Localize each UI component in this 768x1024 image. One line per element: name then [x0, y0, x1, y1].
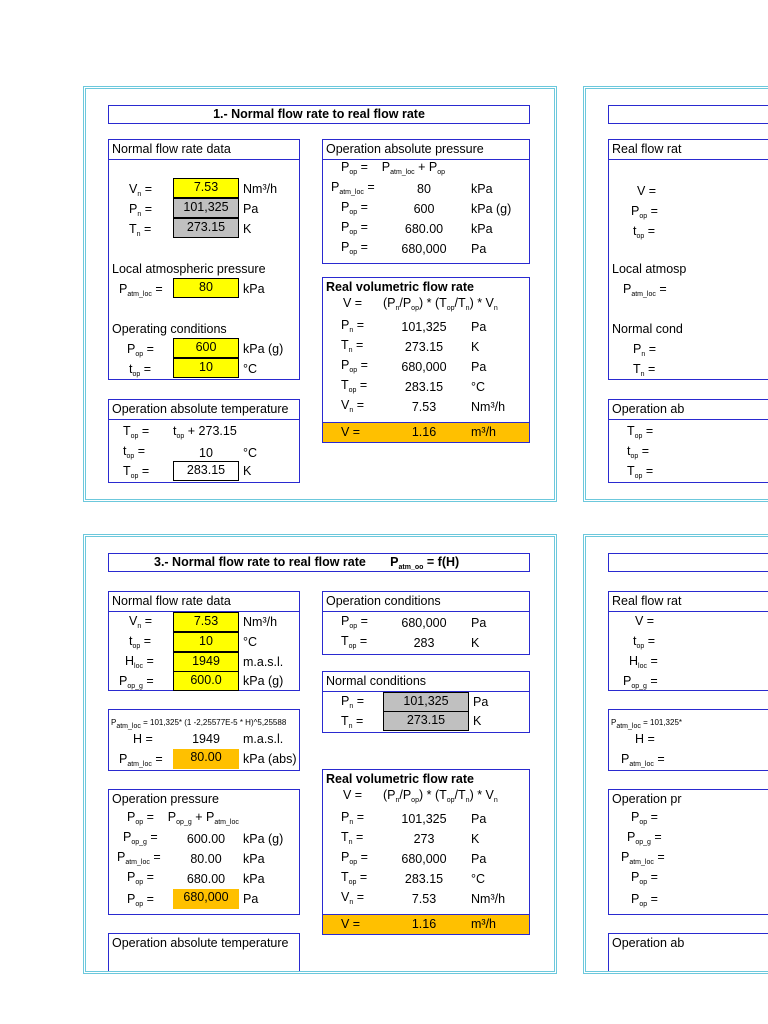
pn-value: 101,325 — [401, 320, 447, 334]
top-unit: °C — [471, 380, 486, 394]
result-row — [323, 914, 529, 934]
Top-label: $T_{op}$ = — [123, 424, 150, 440]
tn-label: $T_n$ = — [129, 222, 152, 238]
Top-label-2: $T_{op}$ = — [123, 464, 150, 480]
popg-unit: kPa (g) — [243, 674, 284, 688]
hloc-label: $H_{loc}$ = — [629, 654, 658, 670]
hloc-unit: m.a.s.l. — [243, 655, 284, 669]
box-header: Real volumetric flow rate — [326, 772, 474, 786]
tn-unit: K — [473, 714, 482, 728]
box-header: Operation conditions — [326, 594, 441, 608]
vn-value: 7.53 — [411, 892, 437, 906]
pn-label: $P_n$ = — [633, 342, 657, 358]
section-title: 1.- Normal flow rate to real flow rate — [213, 107, 425, 121]
tn-label: $T_n$ = — [633, 362, 656, 378]
vn-value: 7.53 — [411, 400, 437, 414]
patm-label: $P_{atm\_loc}$ = — [119, 282, 163, 298]
vn-unit: Nm³/h — [471, 400, 506, 414]
formula-label: $t_{op} + 273.15$ — [173, 424, 237, 440]
popg-label: $P_{op\_g}$ = — [623, 674, 658, 690]
box-header: Operation pressure — [112, 792, 220, 806]
atm-box-partial — [608, 709, 768, 771]
vn-input[interactable]: 7.53 — [173, 178, 239, 198]
abs-box-partial — [608, 933, 768, 974]
popg-input[interactable]: 600.0 — [173, 671, 239, 691]
top-input[interactable]: 10 — [173, 632, 239, 652]
press-box-partial — [608, 789, 768, 915]
real-flow-box-partial — [608, 139, 768, 380]
real-flow-box — [322, 769, 530, 935]
v-label: V = — [637, 184, 657, 198]
tn-label: $T_n$ = — [341, 830, 364, 846]
h-unit: m.a.s.l. — [243, 732, 284, 746]
top-value: 10 — [199, 446, 213, 460]
sheet-page-2 — [583, 86, 768, 502]
abs-pressure-box — [322, 139, 530, 264]
patm-unit: kPa (abs) — [243, 752, 297, 766]
top-unit: °C — [471, 872, 486, 886]
abs-temperature-box — [108, 399, 300, 483]
pn-label: $P_n$ = — [341, 810, 365, 826]
box-header: Operation absolute temperature — [112, 402, 289, 416]
box-header: Operation ab — [612, 402, 685, 416]
pop-value: 600 — [413, 202, 435, 216]
abs-box-partial — [608, 399, 768, 483]
pn-value: 101,325 — [383, 692, 469, 712]
pn-unit: Pa — [471, 320, 487, 334]
pop-pa-label: $P_{op}$ = — [341, 240, 368, 256]
box-header: Normal flow rate data — [112, 142, 231, 156]
pn-value: 101,325 — [173, 198, 239, 218]
pop-label: $P_{op}$ = — [341, 358, 368, 374]
tn-unit: K — [243, 222, 252, 236]
top-unit: °C — [243, 635, 258, 649]
vn-label: $V_n$ = — [341, 890, 365, 906]
vn-label: $V_n$ = — [341, 398, 365, 414]
pop-unit: Pa — [471, 852, 487, 866]
hloc-label: $H_{loc}$ = — [125, 654, 154, 670]
pop-unit: kPa — [243, 872, 265, 886]
pop-abs-value: 680.00 — [404, 222, 444, 236]
popg-label: $P_{op\_g}$ = — [627, 830, 662, 846]
pop-label-2: $P_{op}$ = — [631, 870, 658, 886]
formula-row: $P_{op}$ = $P_{atm\_loc} + P_{op}$ — [341, 160, 446, 176]
normal-flow-data-box — [108, 591, 300, 691]
h-value: 1949 — [192, 732, 220, 746]
section-title: 3.- Normal flow rate to real flow rate $P_{atm\_oo} = f(H)$ — [154, 555, 460, 571]
pop-value: 680,000 — [401, 852, 447, 866]
box-header: Normal flow rate data — [112, 594, 231, 608]
result-row — [323, 422, 529, 442]
pop-label: $P_{op}$ = — [341, 200, 368, 216]
pop-value: 680,000 — [401, 360, 447, 374]
section-title-box — [608, 553, 768, 572]
sheet-page-4 — [583, 534, 768, 974]
tn-unit: K — [471, 340, 480, 354]
real-flow-box-partial — [608, 591, 768, 691]
top-label: $t_{op}$ = — [129, 362, 152, 378]
tn-label: $T_n$ = — [341, 714, 364, 730]
patm-value: 80.00 — [190, 852, 222, 866]
top-unit: K — [471, 636, 480, 650]
patm-label: $P_{atm\_loc}$ = — [119, 752, 163, 768]
normal-conditions-box — [322, 671, 530, 733]
box-header: Operation pr — [612, 792, 682, 806]
tn-value: 273.15 — [404, 340, 444, 354]
pop-unit: Pa — [471, 616, 487, 630]
top-label: $T_{op}$ = — [341, 870, 368, 886]
v-result: 1.16 — [411, 425, 437, 439]
pop-label: $P_{op}$ = — [341, 614, 368, 630]
popg-value: 600.00 — [186, 832, 226, 846]
v-label: V = — [635, 614, 655, 628]
vn-unit: Nm³/h — [243, 182, 278, 196]
section-title-box — [108, 105, 530, 124]
pn-unit: Pa — [243, 202, 259, 216]
pop-pa-value: 680,000 — [401, 242, 447, 256]
patm-unit: kPa — [471, 182, 493, 196]
tn-label: $T_n$ = — [341, 338, 364, 354]
vn-input[interactable]: 7.53 — [173, 612, 239, 632]
pn-unit: Pa — [471, 812, 487, 826]
pop-input[interactable]: 600 — [173, 338, 239, 358]
atm-pressure-box — [108, 709, 300, 771]
top-label: $t_{op}$ = — [627, 444, 650, 460]
normal-cond-header: Normal cond — [612, 322, 683, 336]
formula-row: $P_{atm\_loc} = 101,325*$ — [611, 718, 683, 730]
v-unit: m³/h — [471, 425, 496, 439]
pop-pa-label: $P_{op}$ = — [127, 892, 154, 908]
h-label: H = — [133, 732, 153, 746]
patm-label: $P_{atm\_loc}$ = — [117, 850, 161, 866]
pop-label: $P_{op}$ = — [631, 204, 658, 220]
pn-label: $P_n$ = — [129, 202, 153, 218]
abs-temperature-box — [108, 933, 300, 974]
popg-label: $P_{op\_g}$ = — [119, 674, 154, 690]
patm-label: $P_{atm\_loc}$ = — [621, 850, 665, 866]
top-value: 283.15 — [404, 872, 444, 886]
top-value: 283 — [413, 636, 435, 650]
box-header: Real volumetric flow rate — [326, 280, 474, 294]
v-unit: m³/h — [471, 917, 496, 931]
opcond-header: Operating conditions — [112, 322, 227, 336]
vn-unit: Nm³/h — [471, 892, 506, 906]
v-formula: V = $(P_n/P_{op}) * (T_{op}/T_n) * V_n$ — [343, 296, 498, 312]
pop-label: $P_{op}$ = — [631, 810, 658, 826]
patm-value: 80.00 — [173, 749, 239, 769]
pn-unit: Pa — [473, 695, 489, 709]
top-label: $t_{op}$ = — [633, 224, 656, 240]
Top-label-2: $T_{op}$ = — [627, 464, 654, 480]
pop-abs-unit: kPa — [471, 222, 493, 236]
pop-label: $P_{op}$ = — [127, 870, 154, 886]
hloc-input[interactable]: 1949 — [173, 652, 239, 672]
top-label: $t_{op}$ = — [123, 444, 146, 460]
pop-pa-unit: Pa — [243, 892, 259, 906]
sheet-page-1 — [83, 86, 557, 502]
section-title-box — [608, 105, 768, 124]
v-label: V = — [341, 917, 361, 931]
pop-pa-value: 680,000 — [173, 889, 239, 909]
top-unit: °C — [243, 362, 258, 376]
formula-row: $P_{op}$ = $P_{op\_g} + P_{atm\_loc}$ — [127, 810, 239, 826]
Top-value: 283.15 — [173, 461, 239, 481]
operation-conditions-box — [322, 591, 530, 655]
top-label: $T_{op}$ = — [341, 634, 368, 650]
pop-value: 680,000 — [401, 616, 447, 630]
top-label: $t_{op}$ = — [633, 634, 656, 650]
patm-label: $P_{atm\_loc}$ = — [623, 282, 667, 298]
v-formula: V = $(P_n/P_{op}) * (T_{op}/T_n) * V_n$ — [343, 788, 498, 804]
vn-label: $V_n$ = — [129, 614, 153, 630]
formula-row: $P_{atm\_loc} = 101,325*$ (1 -2,25577E-5 * H)^5,25588 — [111, 718, 287, 730]
top-label: $T_{op}$ = — [341, 378, 368, 394]
h-label: H = — [635, 732, 655, 746]
top-label: $t_{op}$ = — [129, 634, 152, 650]
top-value: 283.15 — [404, 380, 444, 394]
v-label: V = — [341, 425, 361, 439]
pop-label-3: $P_{op}$ = — [631, 892, 658, 908]
v-result: 1.16 — [411, 917, 437, 931]
section-title-box — [108, 553, 530, 572]
pop-unit: Pa — [471, 360, 487, 374]
popg-label: $P_{op\_g}$ = — [123, 830, 158, 846]
box-header: Operation ab — [612, 936, 685, 950]
popg-unit: kPa (g) — [243, 832, 284, 846]
vn-unit: Nm³/h — [243, 615, 278, 629]
pop-unit: kPa (g) — [471, 202, 512, 216]
pop-pa-unit: Pa — [471, 242, 487, 256]
real-flow-box — [322, 277, 530, 443]
patm-label: $P_{atm\_loc}$ = — [621, 752, 665, 768]
top-unit: °C — [243, 446, 258, 460]
pop-unit: kPa (g) — [243, 342, 284, 356]
tn-value: 273.15 — [173, 218, 239, 238]
local-atm-header: Local atmosp — [612, 262, 687, 276]
box-header: Real flow rat — [612, 594, 682, 608]
pop-label: $P_{op}$ = — [341, 850, 368, 866]
box-header: Real flow rat — [612, 142, 682, 156]
pn-label: $P_n$ = — [341, 694, 365, 710]
pop-label: $P_{op}$ = — [127, 342, 154, 358]
vn-label: $V_n$ = — [129, 182, 153, 198]
box-header: Operation absolute temperature — [112, 936, 289, 950]
sheet-page-3 — [83, 534, 557, 974]
Top-label: $T_{op}$ = — [627, 424, 654, 440]
patm-input[interactable]: 80 — [173, 278, 239, 298]
operation-pressure-box — [108, 789, 300, 915]
patm-value: 80 — [417, 182, 431, 196]
tn-value: 273 — [413, 832, 435, 846]
tn-value: 273.15 — [383, 711, 469, 731]
local-atm-header: Local atmospheric pressure — [112, 262, 266, 276]
patm-label: $P_{atm\_loc}$ = — [331, 180, 375, 196]
box-header: Operation absolute pressure — [326, 142, 484, 156]
Top-unit: K — [243, 464, 252, 478]
pn-label: $P_n$ = — [341, 318, 365, 334]
normal-flow-data-box — [108, 139, 300, 380]
pop-value: 680.00 — [186, 872, 226, 886]
patm-unit: kPa — [243, 282, 265, 296]
patm-unit: kPa — [243, 852, 265, 866]
box-header: Normal conditions — [326, 674, 427, 688]
pop-abs-label: $P_{op}$ = — [341, 220, 368, 236]
pn-value: 101,325 — [401, 812, 447, 826]
top-input[interactable]: 10 — [173, 358, 239, 378]
tn-unit: K — [471, 832, 480, 846]
